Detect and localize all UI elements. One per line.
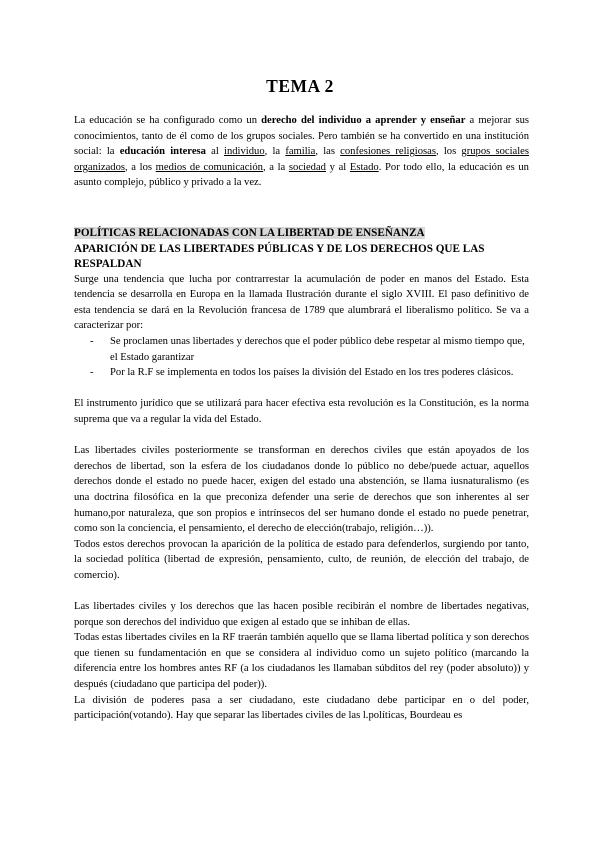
section-body: [74, 226, 529, 724]
intro-bold-right: derecho del individuo a aprender y enseñar: [261, 115, 466, 126]
underlined-individuo: individuo: [224, 146, 265, 158]
paragraph-tendency: Surge una tendencia que lucha por contrarrestar la acumulación de poder en manos del Estado. Esta tendencia se desarrolla en Europa en la llamada Ilustración durante el siglo XVIII. El paso definitivo de esta tendencia se dará en la Revolución francesa de 1789 que alumbrará el liberalismo político. Se va a caracterizar por:: [74, 273, 529, 332]
section-heading: POLÍTICAS RELACIONADAS CON LA LIBERTAD DE ENSEÑANZA: [74, 227, 425, 239]
paragraph-civil-liberties: Las libertades civiles posteriormente se transforman en derechos civiles que están apoyados de los derechos de libertad, son la esfera de los ciudadanos donde lo público no debe/puede actuar, aquellos derechos donde el estado no puede hacer, exigen del estado una abstención, se llama iusnaturalismo (es una doctrina filosófica en la que preconiza defender una serie de derechos que son inherentes al ser humano,por naturaleza, que son propios e intrínsecos del ser humano donde el estado no puede penetrar, como son la conciencia, el pensamiento, el derecho de elección(trabajo, religión…)).: [74, 445, 529, 535]
paragraph-political-liberty: Todas estas libertades civiles en la RF traerán también aquello que se llama libertad política y son derechos que tienen su fundamentación en que se considera al individuo como un sujeto político (marcando la diferencia entre los hombres antes RF (a los ciudadanos les llamaban súbditos del rey (poder absoluto)) y después (ciudadano que participa del poder)).: [74, 632, 529, 691]
underlined-grupos: grupos sociales organizados: [74, 146, 529, 173]
paragraph-constitution: El instrumento jurídico que se utilizará para hacer efectiva esta revolución es la Constitución, es la norma suprema que va a regular la vida del Estado.: [74, 398, 529, 425]
underlined-sociedad: sociedad: [288, 161, 326, 173]
intro-text: , a la: [262, 161, 289, 173]
intro-text: y al: [325, 161, 350, 173]
intro-text: , a los: [125, 161, 156, 173]
underlined-confesiones: confesiones religiosas: [340, 146, 436, 158]
intro-paragraph: [74, 113, 529, 191]
paragraph-political-society: Todos estos derechos provocan la aparición de la política de estado para defenderlos, surgiendo por tanto, la sociedad política (libertad de expresión, pensamiento, culto, de reunión, de elección del trabajo, de comercio).: [74, 538, 529, 581]
page-title: TEMA 2: [266, 76, 334, 96]
intro-text: La educación se ha configurado como un: [74, 115, 262, 126]
intro-text: a mejorar sus conocimientos, tanto de él como de los grupos sociales. Pero también se ha convertido en una institución social: la: [74, 115, 529, 158]
underlined-estado: Estado: [349, 161, 379, 173]
intro-text: , las: [315, 146, 341, 158]
section-subheading: APARICIÓN DE LAS LIBERTADES PÚBLICAS Y DE LOS DERECHOS QUE LAS RESPALDAN: [74, 242, 485, 270]
intro-text: al: [205, 146, 224, 158]
characteristics-list: [74, 334, 529, 381]
intro-bold-interest: educación interesa: [119, 146, 206, 158]
paragraph-negative-liberties: Las libertades civiles y los derechos que las hacen posible recibirán el nombre de libertades negativas, porque son derechos del individuo que exigen al estado que se inhiban de ellas.: [74, 601, 529, 628]
paragraph-division-powers: La división de poderes pasa a ser ciudadano, este ciudadano debe participar en o del poder, participación(votando). Hay que separar las libertades civiles de las l.políticas, Bourdeau es: [74, 694, 529, 722]
intro-text: , los: [436, 146, 462, 158]
list-item: - Por la R.F se implementa en todos los países la división del Estado en los tres poderes clásicos.: [94, 365, 529, 381]
list-item: - Se proclamen unas libertades y derechos que el poder público debe respetar al mismo tiempo que, el Estado garantizar: [94, 334, 529, 365]
intro-text: , la: [264, 146, 286, 158]
intro-text: . Por todo ello, la educación es un asunto complejo, público y privado a la vez.: [74, 161, 529, 189]
underlined-medios: medios de comunicación: [155, 161, 263, 173]
underlined-familia: familia: [285, 146, 316, 158]
